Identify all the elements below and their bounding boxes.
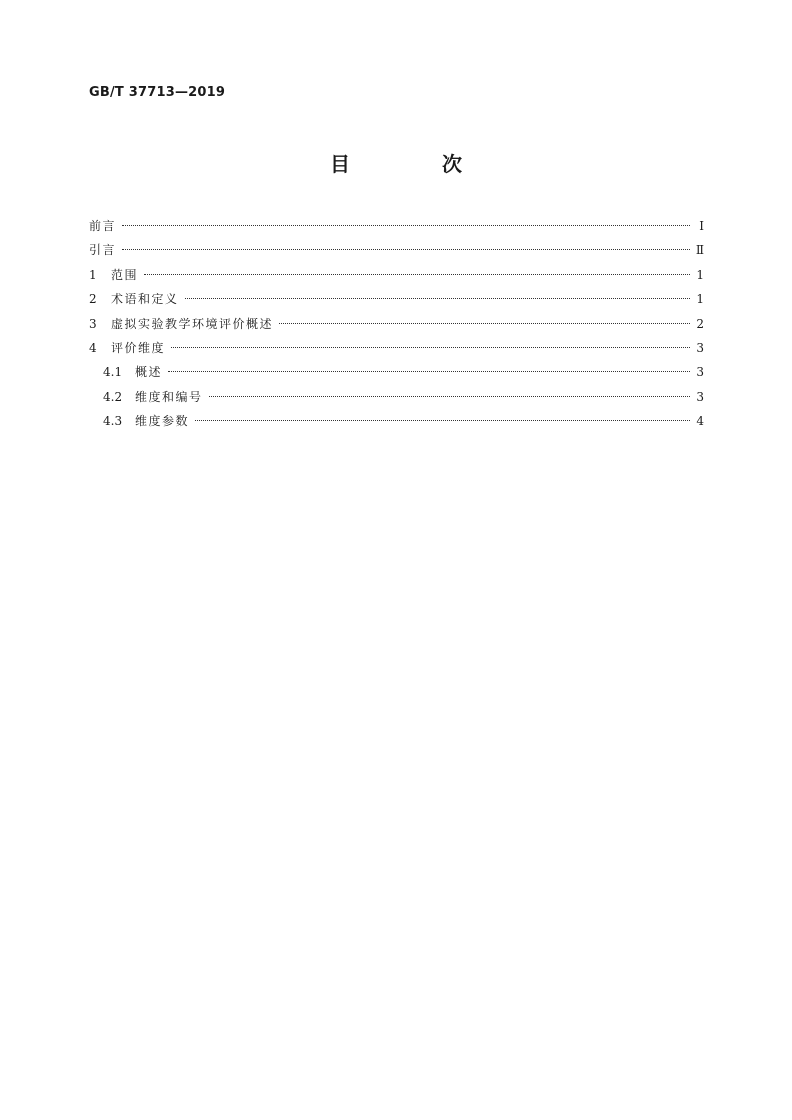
toc-entry-page: 3	[696, 340, 704, 355]
toc-entry-page: 3	[696, 389, 704, 404]
toc-entry-page: 3	[696, 365, 704, 380]
dot-leader	[171, 346, 690, 348]
toc-entry-number: 4	[89, 340, 97, 355]
toc-entry-page: 1	[696, 267, 704, 282]
toc-entry-label: 虚拟实验教学环境评价概述	[111, 316, 274, 331]
toc-entry-page: Ⅱ	[695, 243, 704, 258]
toc-entry-number: 3	[89, 316, 97, 331]
toc-entry-dimensions[interactable]	[89, 338, 704, 362]
toc-entry-label: 引言	[89, 243, 117, 258]
toc-entry-label: 范围	[111, 267, 139, 282]
toc-entry-label: 维度和编号	[135, 389, 203, 404]
dot-leader	[185, 297, 690, 299]
toc-title: 目 次	[330, 152, 498, 176]
dot-leader	[122, 224, 690, 226]
dot-leader	[279, 322, 690, 324]
toc-entry-introduction[interactable]	[89, 240, 704, 264]
toc-entry-foreword[interactable]	[89, 216, 704, 240]
toc-entry-4-1[interactable]	[89, 362, 704, 386]
standard-code: GB/T 37713—2019	[89, 85, 226, 100]
dot-leader	[209, 395, 690, 397]
toc-entry-label: 维度参数	[135, 414, 190, 429]
toc-entry-label: 前言	[89, 219, 117, 233]
dot-leader	[168, 370, 690, 372]
dot-leader	[122, 248, 690, 250]
table-of-contents	[89, 216, 704, 436]
toc-entry-page: 1	[696, 292, 704, 307]
toc-entry-page: Ⅰ	[699, 219, 704, 233]
toc-entry-page: 2	[696, 316, 704, 331]
toc-entry-number: 2	[89, 292, 97, 307]
toc-entry-page: 4	[696, 414, 704, 429]
toc-entry-label: 概述	[135, 365, 163, 380]
toc-entry-number: 4.1	[103, 365, 123, 380]
toc-entry-overview[interactable]	[89, 314, 704, 338]
toc-entry-label: 评价维度	[111, 340, 166, 355]
toc-entry-4-3[interactable]	[89, 411, 704, 435]
toc-entry-number: 4.3	[103, 414, 123, 429]
dot-leader	[195, 419, 690, 421]
toc-entry-scope[interactable]	[89, 265, 704, 289]
toc-entry-label: 术语和定义	[111, 292, 179, 307]
dot-leader	[144, 273, 690, 275]
toc-entry-number: 4.2	[103, 389, 123, 404]
toc-entry-terms[interactable]	[89, 289, 704, 313]
toc-entry-4-2[interactable]	[89, 387, 704, 411]
toc-entry-number: 1	[89, 267, 97, 282]
